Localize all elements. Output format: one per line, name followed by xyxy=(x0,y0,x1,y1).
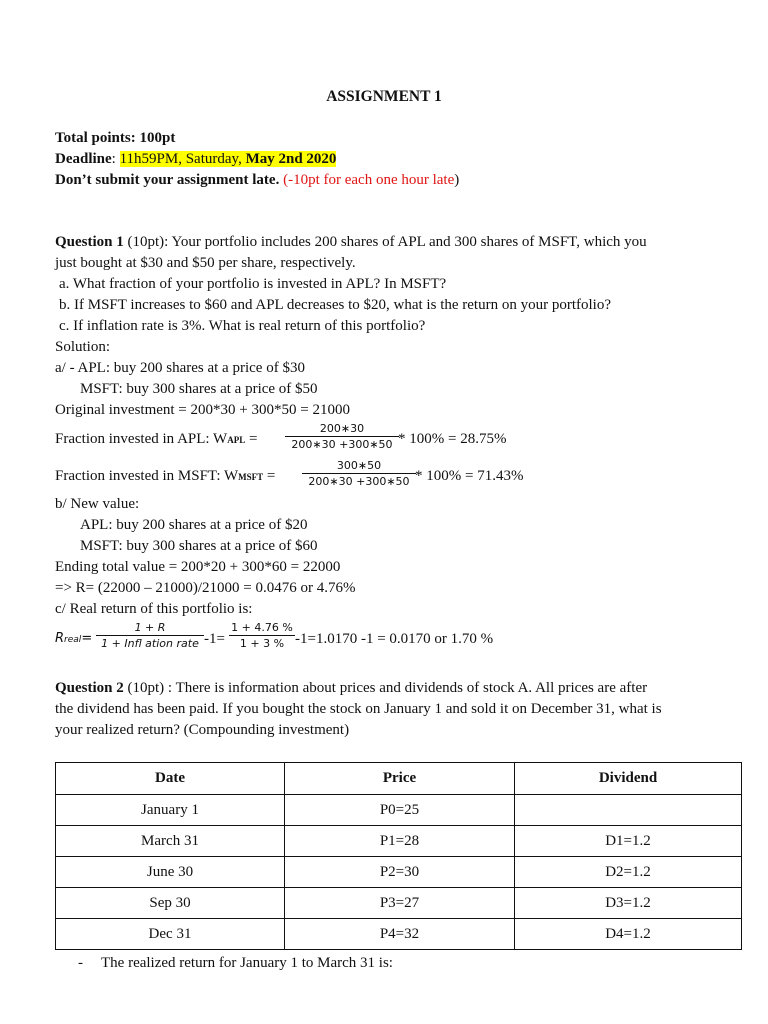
sol-return: => R= (22000 – 21000)/21000 = 0.0476 or 4.76% xyxy=(55,580,356,596)
real-num-1: 1 + R xyxy=(96,621,204,636)
real-den-2: 1 + 3 % xyxy=(239,637,285,650)
cell-dividend: D1=1.2 xyxy=(515,826,742,857)
q2-line2: the dividend has been paid. If you bought the stock on January 1 and sold it on December 31, what is xyxy=(55,701,662,717)
cell-date: Dec 31 xyxy=(56,919,285,950)
sol-b-new-value: b/ New value: xyxy=(55,496,140,512)
q1-part-b: b. If MSFT increases to $60 and APL decreases to $20, what is the return on your portfolio? xyxy=(59,297,611,313)
cell-dividend: D4=1.2 xyxy=(515,919,742,950)
real-fraction-2 xyxy=(229,621,295,650)
frac-apl-result: * 100% = 28.75% xyxy=(398,431,507,447)
late-paren-close: ) xyxy=(454,172,460,188)
real-eq: = xyxy=(81,631,93,646)
deadline-time: 11h59PM, Saturday, xyxy=(119,151,242,167)
sol-original-investment: Original investment = 200*30 + 300*50 = 21000 xyxy=(55,402,350,418)
cell-price: P3=27 xyxy=(285,888,515,919)
frac-apl-eq: = xyxy=(245,431,258,447)
sol-ending-value: Ending total value = 200*20 + 300*60 = 22000 xyxy=(55,559,341,575)
q2-label: Question 2 xyxy=(55,680,124,696)
real-result: -1=1.0170 -1 = 0.0170 or 1.70 % xyxy=(295,631,494,647)
late-penalty: -10pt for each one hour late xyxy=(288,172,455,188)
table-row xyxy=(56,857,742,888)
deadline-label: Deadline xyxy=(55,151,112,167)
realized-return-text: The realized return for January 1 to March 31 is: xyxy=(101,955,393,971)
table-header-row xyxy=(56,763,742,795)
solution-label: Solution: xyxy=(55,339,111,355)
q2-line1 xyxy=(55,680,647,697)
q1-line1 xyxy=(55,234,647,251)
frac-msft-fraction xyxy=(302,459,416,488)
cell-date: March 31 xyxy=(56,826,285,857)
real-sub: real xyxy=(64,635,82,645)
frac-msft-sub: MSFT xyxy=(238,472,264,482)
frac-msft-denominator: 200∗30 +300∗50 xyxy=(308,475,410,488)
sol-fraction-msft xyxy=(55,468,275,485)
q1-line2: just bought at $30 and $50 per share, respectively. xyxy=(55,255,356,271)
frac-apl-denominator: 200∗30 +300∗50 xyxy=(291,438,393,451)
table-row xyxy=(56,919,742,950)
price-dividend-table xyxy=(55,762,742,950)
page-title: ASSIGNMENT 1 xyxy=(326,88,442,105)
q2-line3: your realized return? (Compounding investment) xyxy=(55,722,350,738)
cell-price: P4=32 xyxy=(285,919,515,950)
table-row xyxy=(56,888,742,919)
cell-date: June 30 xyxy=(56,857,285,888)
cell-dividend xyxy=(515,795,742,826)
frac-msft-label: Fraction invested in MSFT: W xyxy=(55,468,239,484)
cell-price: P1=28 xyxy=(285,826,515,857)
q1-part-c: c. If inflation rate is 3%. What is real return of this portfolio? xyxy=(59,318,426,334)
cell-dividend: D3=1.2 xyxy=(515,888,742,919)
q2-text1: (10pt) : There is information about prices and dividends of stock A. All prices are after xyxy=(127,680,648,696)
frac-apl-fraction xyxy=(285,422,399,451)
real-r: R xyxy=(55,631,65,646)
frac-apl-sub: APL xyxy=(227,435,246,445)
late-policy xyxy=(55,172,459,189)
real-fraction-1 xyxy=(96,621,204,650)
real-den-1: 1 + Infl ation rate xyxy=(101,637,199,650)
header-date: Date xyxy=(56,763,285,795)
sol-b-apl: APL: buy 200 shares at a price of $20 xyxy=(80,517,308,533)
real-num-2: 1 + 4.76 % xyxy=(229,621,295,636)
table-row xyxy=(56,826,742,857)
frac-msft-numerator: 300∗50 xyxy=(302,459,416,474)
deadline-date: May 2nd 2020 xyxy=(245,151,337,167)
real-return-label xyxy=(55,631,92,646)
q1-label: Question 1 xyxy=(55,234,124,250)
deadline-line xyxy=(55,151,336,168)
frac-apl-numerator: 200∗30 xyxy=(285,422,399,437)
header-dividend: Dividend xyxy=(515,763,742,795)
q1-part-a: a. What fraction of your portfolio is invested in APL? In MSFT? xyxy=(59,276,447,292)
header-price: Price xyxy=(285,763,515,795)
table-row xyxy=(56,795,742,826)
late-warning: Don’t submit your assignment late. xyxy=(55,172,280,188)
cell-date: January 1 xyxy=(56,795,285,826)
sol-c-label: c/ Real return of this portfolio is: xyxy=(55,601,253,617)
sol-a-msft: MSFT: buy 300 shares at a price of $50 xyxy=(80,381,318,397)
cell-date: Sep 30 xyxy=(56,888,285,919)
frac-msft-eq: = xyxy=(263,468,276,484)
late-paren-open: ( xyxy=(283,172,289,188)
cell-dividend: D2=1.2 xyxy=(515,857,742,888)
sol-a-apl: a/ - APL: buy 200 shares at a price of $30 xyxy=(55,360,305,376)
deadline-colon: : xyxy=(111,151,116,167)
real-mid: -1= xyxy=(204,631,225,647)
sol-b-msft: MSFT: buy 300 shares at a price of $60 xyxy=(80,538,318,554)
cell-price: P0=25 xyxy=(285,795,515,826)
frac-msft-result: * 100% = 71.43% xyxy=(415,468,524,484)
q1-text1: (10pt): Your portfolio includes 200 shares of APL and 300 shares of MSFT, which you xyxy=(127,234,647,250)
bullet-dash: - xyxy=(78,955,83,971)
sol-fraction-apl xyxy=(55,431,257,448)
frac-apl-label: Fraction invested in APL: W xyxy=(55,431,228,447)
total-points: Total points: 100pt xyxy=(55,130,176,146)
cell-price: P2=30 xyxy=(285,857,515,888)
